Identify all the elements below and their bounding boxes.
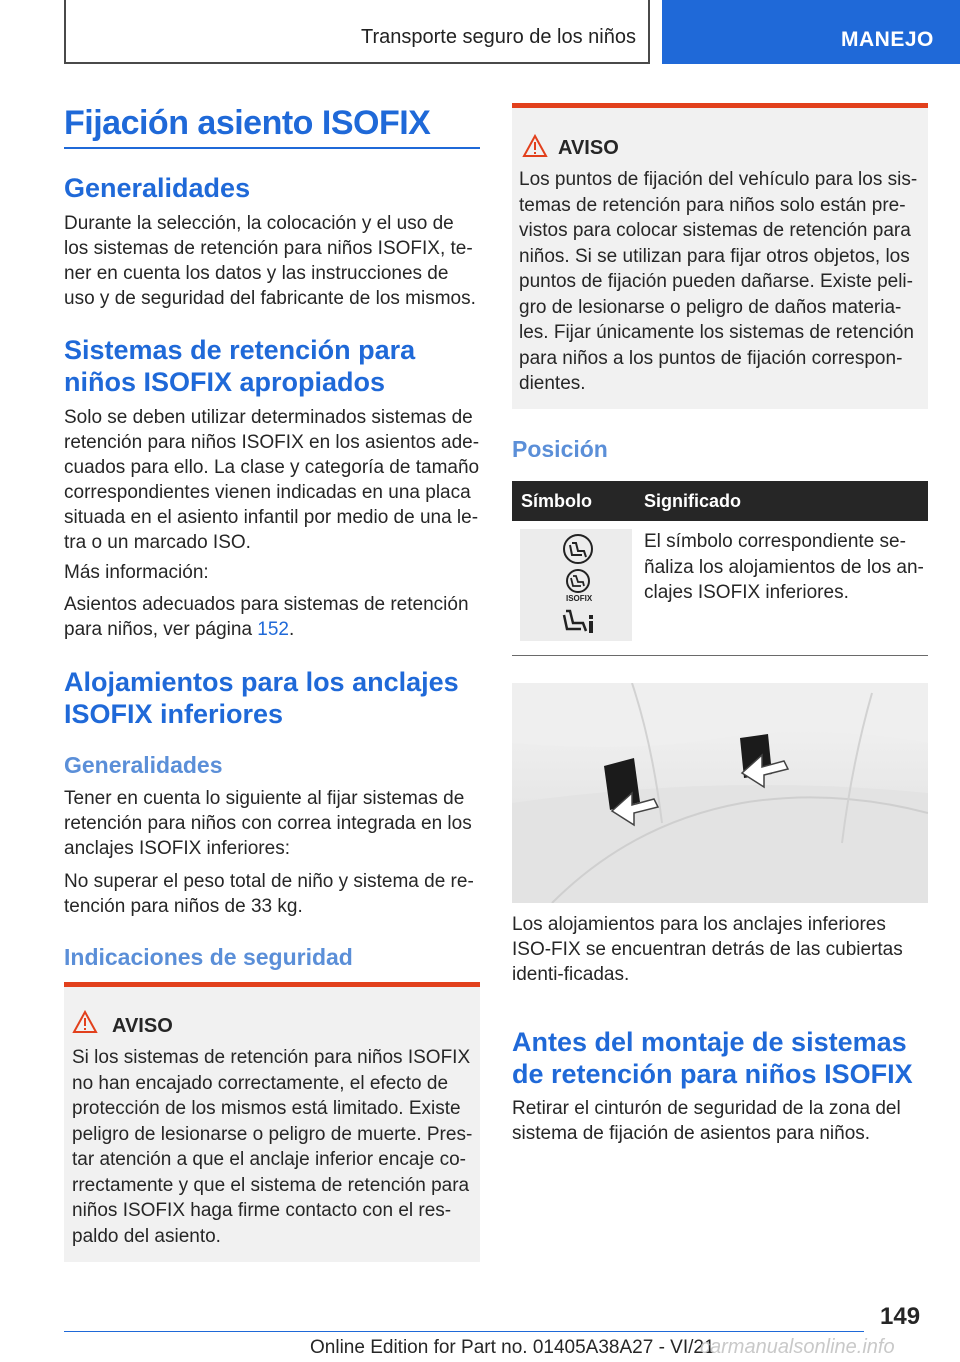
warning-triangle-icon <box>72 1010 98 1034</box>
text-more-info <box>64 592 480 642</box>
warning-box-right <box>512 103 928 409</box>
isofix-symbols-icon <box>520 529 632 641</box>
page-link-152[interactable]: 152 <box>257 619 289 640</box>
page-number: 149 <box>880 1303 921 1330</box>
heading-sistemas: Sistemas de retención para niños ISOFIX apropiados <box>64 335 416 397</box>
table-header-symbol: Símbolo <box>521 491 592 511</box>
heading-posicion: Posición <box>512 436 608 462</box>
table-bottom-rule <box>512 655 928 656</box>
text-alojamientos-2: No superar el peso total de niño y sistema de re-tención para niños de 33 kg. <box>64 871 474 917</box>
page-title: Fijación asiento ISOFIX <box>64 104 431 142</box>
warning-title-right: AVISO <box>558 137 619 159</box>
footer-rule <box>64 1331 864 1332</box>
text-sistemas: Solo se deben utilizar determinados sistemas de retención para niños ISOFIX en los asientos ade-cuados para ello. La clase y categoría de tamaño correspondientes vienen indicadas en una placa situada en el asiento infantil por medio de una le-tra o un marcado ISO. <box>64 407 480 553</box>
warning-title-left: AVISO <box>112 1015 173 1037</box>
text-antes: Retirar el cinturón de seguridad de la zona del sistema de fijación de asientos para niños. <box>512 1098 901 1144</box>
table-row-meaning-cell: El símbolo correspondiente se-ñaliza los alojamientos de los an-clajes ISOFIX inferiores. <box>644 531 924 603</box>
more-info-period: . <box>289 619 295 640</box>
text-generalidades: Durante la selección, la colocación y el uso de los sistemas de retención para niños ISOFIX, te-ner en cuenta los datos y las instrucciones de uso y de seguridad del fabricante de los mismos. <box>64 213 476 309</box>
table-header <box>512 481 928 521</box>
footer-watermark: carmanualsonline.info <box>700 1336 895 1358</box>
text-more-info-label: Más información: <box>64 562 209 583</box>
heading-antes: Antes del montaje de sistemas de retención para niños ISOFIX <box>512 1027 913 1089</box>
table-header-meaning: Significado <box>644 491 742 511</box>
table-row-symbol-cell <box>520 529 632 641</box>
heading-alojamientos: Alojamientos para los anclajes ISOFIX inferiores <box>64 667 459 729</box>
subheading-generalidades: Generalidades <box>64 752 223 778</box>
more-info-text: Asientos adecuados para sistemas de retención para niños, ver página <box>64 594 469 640</box>
header-chapter-tab[interactable]: MANEJO <box>662 0 960 64</box>
isofix-seat-photo <box>512 683 928 903</box>
warning-box-left <box>64 982 480 1262</box>
seat-anchor-illustration <box>512 683 928 903</box>
text-alojamientos-1: Tener en cuenta lo siguiente al fijar sistemas de retención para niños con correa integrada en los anclajes ISOFIX inferiores: <box>64 788 472 859</box>
heading-seguridad: Indicaciones de seguridad <box>64 944 353 970</box>
page-header <box>0 0 960 66</box>
isofix-label: ISOFIX <box>566 594 593 603</box>
warning-text-left: Si los sistemas de retención para niños ISOFIX no han encajado correctamente, el efecto de protección de los mismos está limitado. Existe peligro de lesionarse o peligro de muerte. Pres-tar atención a que el anclaje inferior encaje co-rrectamente y que el sistema de retención para niños ISOFIX haga firme contacto con el res-paldo del asiento. <box>72 1047 473 1247</box>
warning-text-right: Los puntos de fijación del vehículo para los sis-temas de retención para niños solo están pre-vistos para colocar sistemas de retención para niños. Si se utilizan para fijar otros objetos, los puntos de fijación pueden dañarse. Existe peli-gro de lesionarse o peligro de daños materia-les. Fijar únicamente los sistemas de retención para niños a los puntos de fijación correspon-dientes. <box>519 169 918 394</box>
header-section-title: Transporte seguro de los niños <box>361 26 636 48</box>
title-underline <box>64 147 480 149</box>
heading-generalidades: Generalidades <box>64 173 251 203</box>
photo-caption: Los alojamientos para los anclajes inferiores ISO-FIX se encuentran detrás de las cubiertas identi-ficadas. <box>512 914 903 985</box>
footer-edition: Online Edition for Part no. 01405A38A27 - VI/21 <box>310 1337 715 1358</box>
warning-triangle-icon <box>522 134 548 158</box>
